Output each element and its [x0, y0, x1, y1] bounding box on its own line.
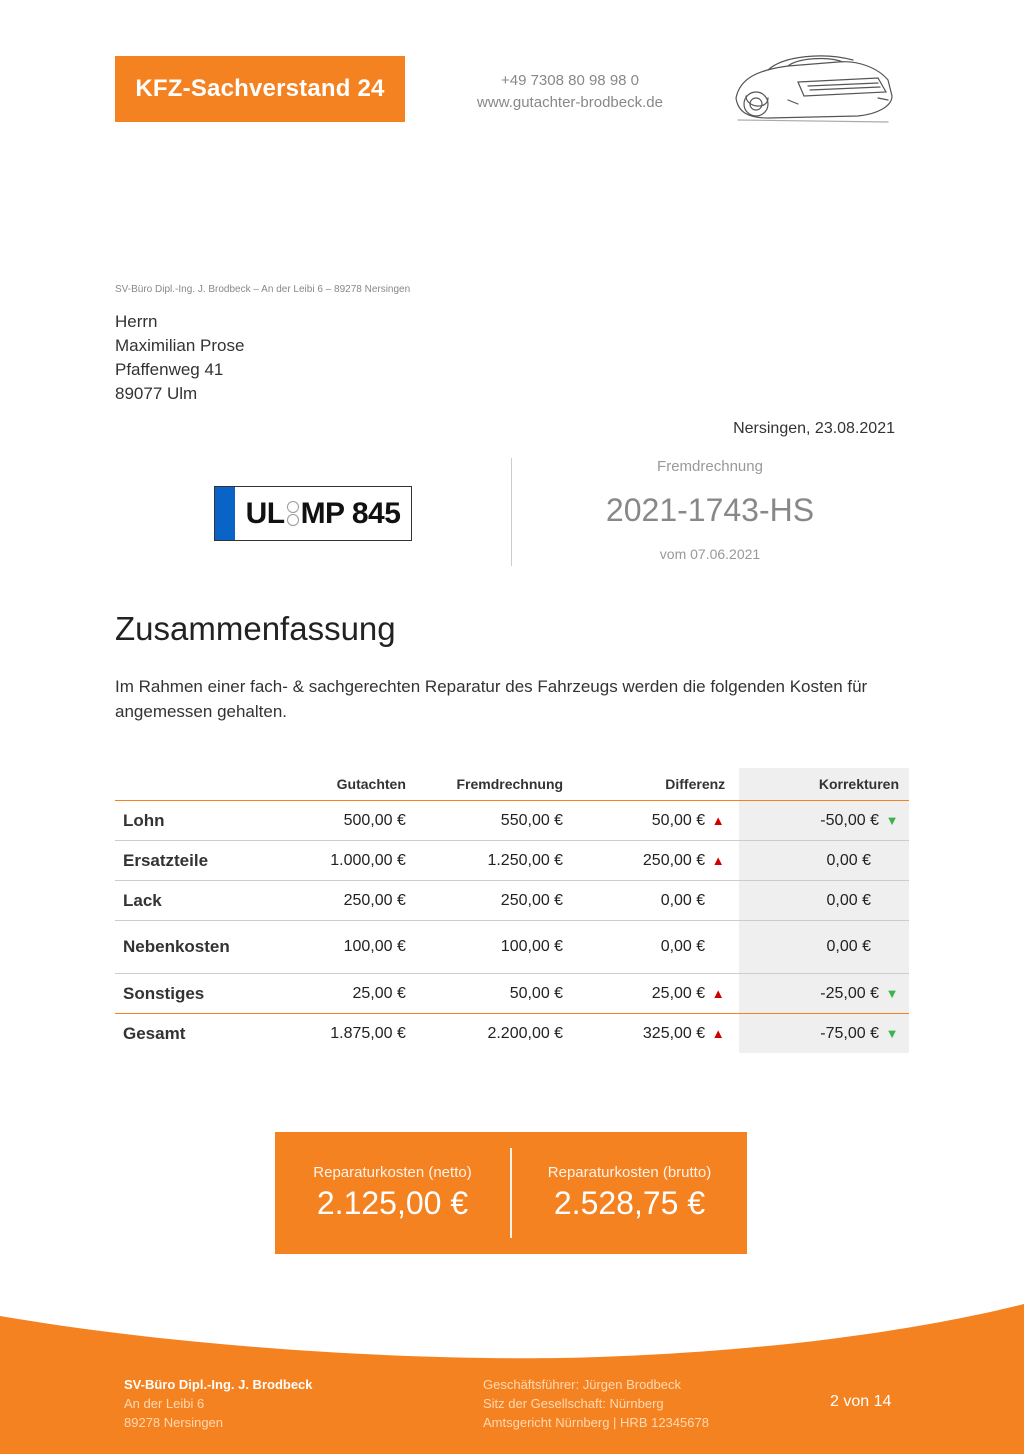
- cell-gutachten: 1.875,00 €: [330, 1024, 406, 1042]
- footer-legal: [483, 1375, 709, 1432]
- intro-text: Im Rahmen einer fach- & sachgerechten Reparatur des Fahrzeugs werden die folgenden Kosten für angemessen gehalten.: [115, 677, 868, 721]
- table-row: [115, 881, 909, 921]
- brutto-block: [512, 1132, 747, 1254]
- arrow-up-icon: ▲: [711, 852, 725, 868]
- plate-district: UL: [245, 496, 285, 530]
- plate-eu-strip: [215, 487, 235, 540]
- netto-block: [275, 1132, 510, 1254]
- row-label: Sonstiges: [115, 974, 272, 1014]
- netto-value: 2.125,00 €: [316, 1185, 469, 1221]
- recipient-name: Maximilian Prose: [115, 336, 245, 355]
- diff-value: 0,00 €: [660, 891, 706, 909]
- arrow-up-icon: ▲: [711, 1025, 725, 1041]
- recipient-salutation: Herrn: [115, 312, 158, 331]
- netto-label: Reparaturkosten (netto): [313, 1164, 472, 1181]
- recipient-street: Pfaffenweg 41: [115, 360, 224, 379]
- arrow-up-icon: ▲: [711, 812, 725, 828]
- korr-value: -25,00 €: [820, 984, 879, 1002]
- company-logo: KFZ-Sachverstand 24: [115, 56, 405, 122]
- page-number: 2 von 14: [830, 1393, 892, 1410]
- recipient-address: [115, 310, 244, 406]
- cell-fremdrechnung: 100,00 €: [414, 921, 571, 974]
- header-fremdrechnung: Fremdrechnung: [414, 768, 571, 801]
- brutto-label: Reparaturkosten (brutto): [547, 1164, 712, 1181]
- footer-court: Amtsgericht Nürnberg | HRB 12345678: [483, 1415, 709, 1430]
- korr-value: 0,00 €: [826, 851, 871, 869]
- license-plate: [214, 486, 412, 541]
- table-header-row: [115, 768, 909, 801]
- korr-value: -50,00 €: [820, 811, 879, 829]
- plate-text: [235, 497, 411, 531]
- cell-differenz: [571, 1014, 739, 1054]
- row-label: Nebenkosten: [115, 921, 272, 974]
- table-row: [115, 921, 909, 974]
- diff-value: 50,00 €: [651, 811, 706, 829]
- header-differenz: Differenz: [571, 768, 739, 801]
- footer-seat: Sitz der Gesellschaft: Nürnberg: [483, 1396, 664, 1411]
- cell-gutachten: 250,00 €: [272, 881, 414, 921]
- footer-ceo: Geschäftsführer: Jürgen Brodbeck: [483, 1377, 681, 1392]
- cell-gutachten: 25,00 €: [272, 974, 414, 1014]
- table-total-row: [115, 1014, 909, 1054]
- invoice-date: vom 07.06.2021: [659, 546, 761, 562]
- diff-value: 325,00 €: [642, 1024, 706, 1042]
- place-date: Nersingen, 23.08.2021: [733, 420, 895, 437]
- cell-korrekturen: [739, 921, 909, 974]
- cell-fremdrechnung: 550,00 €: [414, 801, 571, 841]
- cell-fremdrechnung: 50,00 €: [414, 974, 571, 1014]
- car-sketch-icon: [728, 48, 896, 132]
- footer-address: [124, 1375, 313, 1432]
- arrow-down-icon: ▼: [885, 1025, 899, 1041]
- cell-korrekturen: [739, 974, 909, 1014]
- header-gutachten: Gutachten: [272, 768, 414, 801]
- arrow-down-icon: ▼: [885, 812, 899, 828]
- invoice-number: 2021-1743-HS: [605, 492, 815, 528]
- recipient-city: 89077 Ulm: [115, 384, 198, 403]
- website-link[interactable]: www.gutachter-brodbeck.de: [477, 94, 663, 111]
- row-label: Lohn: [115, 801, 272, 841]
- cell-korrekturen: [739, 841, 909, 881]
- cost-table: [115, 768, 909, 1053]
- cell-gutachten: 1.000,00 €: [272, 841, 414, 881]
- cell-differenz: [571, 801, 739, 841]
- cell-differenz: [571, 881, 739, 921]
- row-label: Lack: [115, 881, 272, 921]
- phone-number: +49 7308 80 98 98 0: [500, 72, 640, 89]
- cell-korrekturen: [739, 881, 909, 921]
- header-korrekturen: Korrekturen: [739, 768, 909, 801]
- page-title: Zusammenfassung: [115, 610, 396, 647]
- cell-differenz: [571, 841, 739, 881]
- arrow-down-icon: ▼: [885, 985, 899, 1001]
- vertical-divider: [511, 458, 512, 566]
- korr-value: -75,00 €: [820, 1024, 879, 1042]
- invoice-label: Fremdrechnung: [657, 458, 763, 475]
- cell-differenz: [571, 974, 739, 1014]
- brutto-value: 2.528,75 €: [553, 1185, 706, 1221]
- diff-value: 250,00 €: [642, 851, 706, 869]
- cell-fremdrechnung: 1.250,00 €: [414, 841, 571, 881]
- footer-street: An der Leibi 6: [124, 1396, 205, 1411]
- summary-divider: [510, 1148, 512, 1238]
- cell-gutachten: 100,00 €: [272, 921, 414, 974]
- repair-cost-summary: [275, 1132, 747, 1254]
- row-label: Gesamt: [123, 1023, 186, 1043]
- row-label: Ersatzteile: [115, 841, 272, 881]
- diff-value: 25,00 €: [651, 984, 706, 1002]
- cell-korrekturen: [739, 1014, 909, 1054]
- cell-gutachten: 500,00 €: [272, 801, 414, 841]
- korr-value: 0,00 €: [826, 938, 871, 955]
- korr-value: 0,00 €: [826, 891, 871, 909]
- cell-fremdrechnung: 2.200,00 €: [487, 1024, 564, 1042]
- arrow-up-icon: ▲: [711, 985, 725, 1001]
- diff-value: 0,00 €: [660, 938, 706, 955]
- contact-info: [440, 70, 700, 114]
- cell-differenz: [571, 921, 739, 974]
- cell-fremdrechnung: 250,00 €: [414, 881, 571, 921]
- table-row: [115, 974, 909, 1014]
- plate-seal-icon: [287, 501, 299, 526]
- footer-company: SV-Büro Dipl.-Ing. J. Brodbeck: [124, 1377, 313, 1392]
- table-row: [115, 841, 909, 881]
- header-label: [115, 768, 272, 801]
- footer-city: 89278 Nersingen: [124, 1415, 224, 1430]
- cell-korrekturen: [739, 801, 909, 841]
- plate-number: MP 845: [300, 496, 401, 530]
- table-row: [115, 801, 909, 841]
- sender-line: SV-Büro Dipl.-Ing. J. Brodbeck – An der Leibi 6 – 89278 Nersingen: [115, 284, 411, 295]
